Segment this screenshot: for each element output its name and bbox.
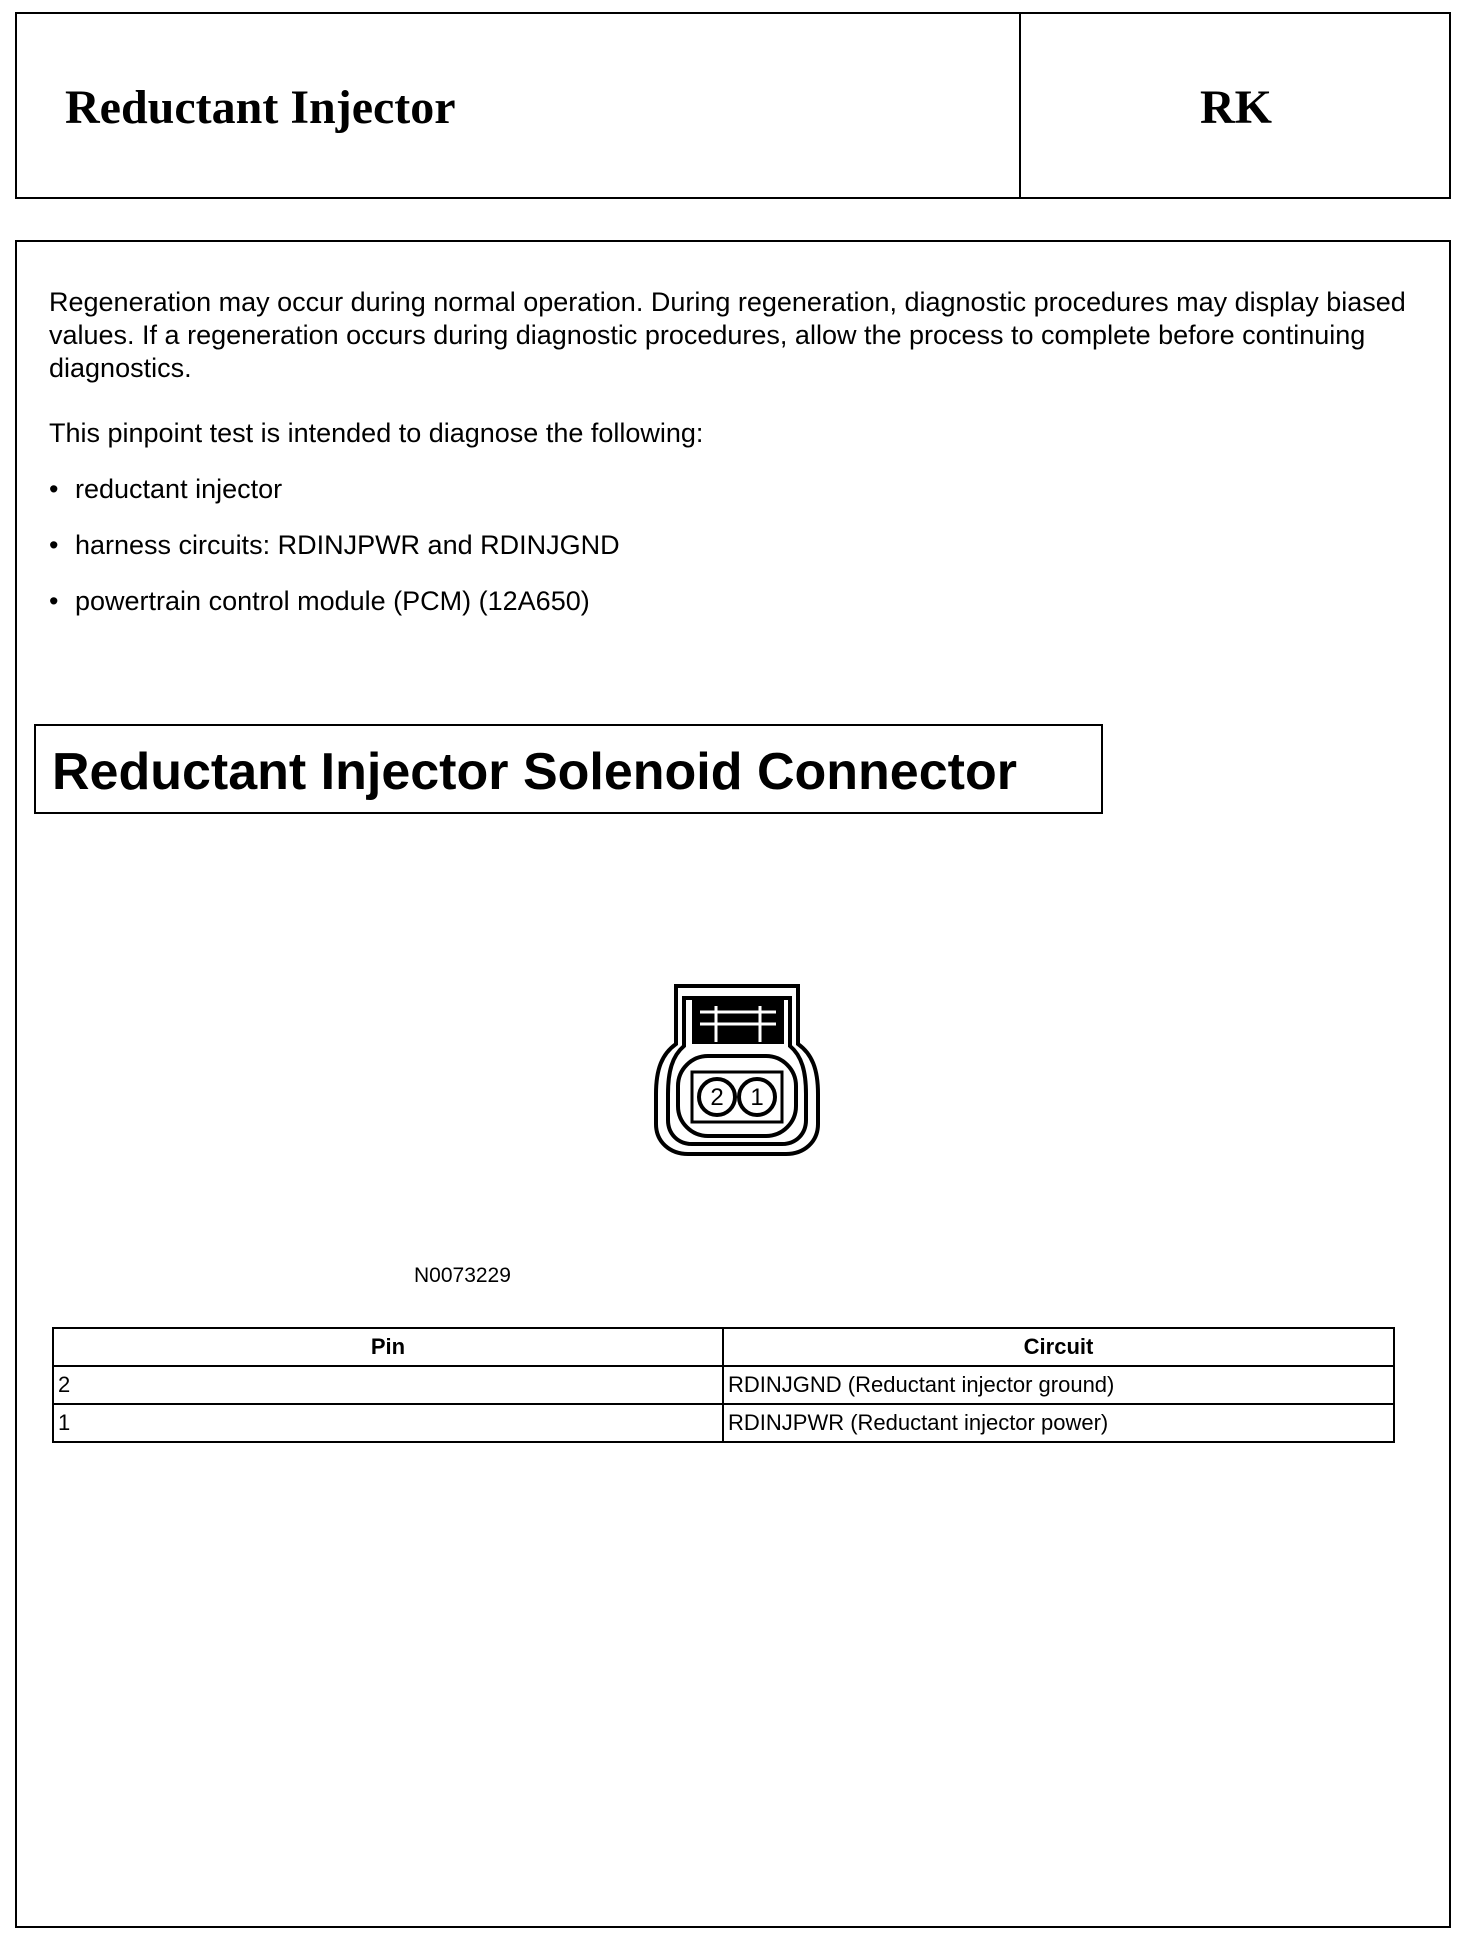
column-header-circuit: Circuit xyxy=(723,1328,1394,1366)
pin-2 xyxy=(699,1079,735,1115)
regeneration-note: Regeneration may occur during normal operation. During regeneration, diagnostic procedures may display biased values. If a regeneration occurs during diagnostic procedures, allow the process to complete before continuing diagnostics. xyxy=(49,287,1406,383)
header-divider xyxy=(1019,14,1021,197)
section-heading-box xyxy=(34,724,1103,814)
circuit-cell: RDINJPWR (Reductant injector power) xyxy=(723,1404,1394,1442)
circuit-cell: RDINJGND (Reductant injector ground) xyxy=(723,1366,1394,1404)
table-row xyxy=(53,1366,1394,1404)
svg-text:2: 2 xyxy=(710,1084,724,1111)
list-item-text: reductant injector xyxy=(75,474,283,504)
bullet-icon: • xyxy=(49,586,59,616)
test-code: RK xyxy=(1200,81,1272,134)
page-title: Reductant Injector xyxy=(65,81,456,134)
svg-text:1: 1 xyxy=(750,1084,764,1111)
page-header xyxy=(15,12,1451,199)
list-item xyxy=(49,586,590,617)
list-item xyxy=(49,474,282,505)
bullet-icon: • xyxy=(49,474,59,504)
pinpoint-test-body xyxy=(15,240,1451,1928)
figure-id: N0073229 xyxy=(414,1264,511,1287)
pin-cell: 1 xyxy=(53,1404,723,1442)
table-header-row xyxy=(53,1328,1394,1366)
column-header-pin: Pin xyxy=(53,1328,723,1366)
pin-cell: 2 xyxy=(53,1366,723,1404)
table-row xyxy=(53,1404,1394,1442)
bullet-icon: • xyxy=(49,530,59,560)
list-item xyxy=(49,530,620,561)
section-heading: Reductant Injector Solenoid Connector xyxy=(52,743,1017,801)
pin-1 xyxy=(739,1079,775,1115)
connector-face-diagram xyxy=(652,984,822,1159)
list-item-text: harness circuits: RDINJPWR and RDINJGND xyxy=(75,530,620,560)
list-item-text: powertrain control module (PCM) (12A650) xyxy=(75,586,590,616)
pin-circuit-table xyxy=(52,1327,1395,1443)
intro-text: This pinpoint test is intended to diagnose the following: xyxy=(49,418,704,448)
